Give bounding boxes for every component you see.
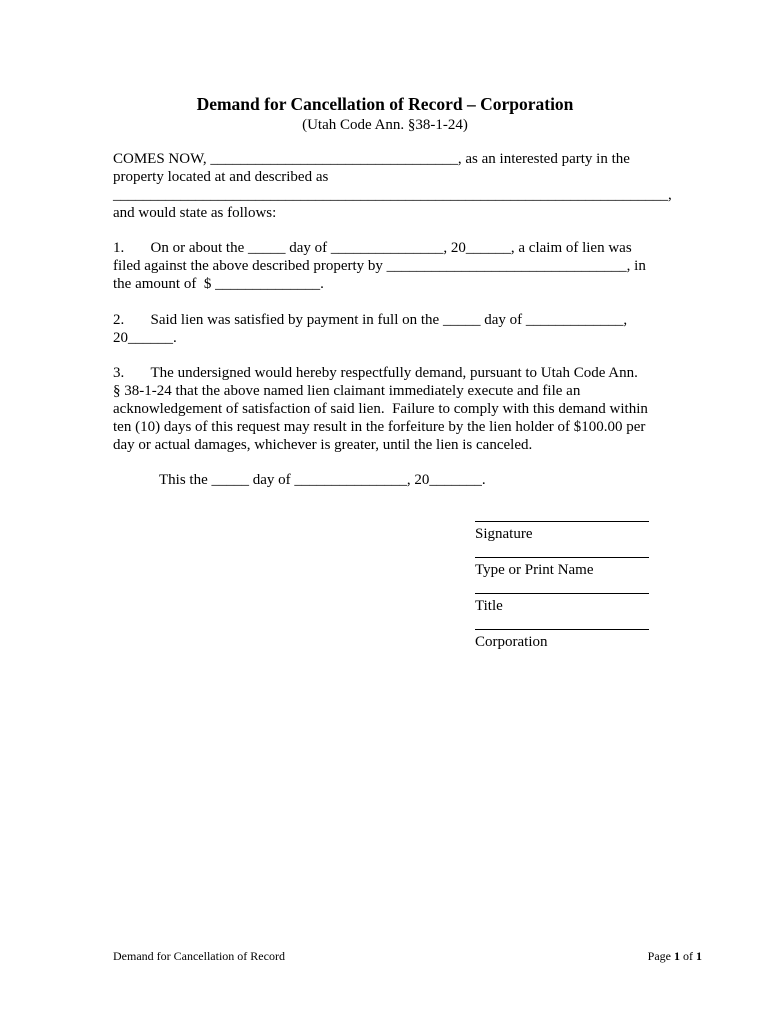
para2-line-2: 20______. — [113, 330, 177, 346]
title-field — [475, 593, 651, 615]
footer-page-number — [648, 949, 702, 963]
para1-line-1: 1. On or about the _____ day of _______________, 20______, a claim of lien was — [113, 240, 632, 256]
signature-field — [475, 521, 651, 543]
title-line — [475, 593, 649, 594]
corporation-line — [475, 629, 649, 630]
signature-line — [475, 521, 649, 522]
para3-line-4: ten (10) days of this request may result in the forfeiture by the lien holder of $100.00 per — [113, 419, 646, 435]
corporation-label: Corporation — [475, 634, 548, 650]
footer-document-name: Demand for Cancellation of Record — [113, 949, 285, 963]
page-total: 1 — [696, 949, 702, 963]
dated-line: This the _____ day of _______________, 20_______. — [159, 472, 486, 488]
page-of: of — [680, 949, 696, 963]
intro-line-1: COMES NOW, _________________________________, as an interested party in the — [113, 151, 630, 167]
para3-line-2: § 38-1-24 that the above named lien claimant immediately execute and file an — [113, 383, 581, 399]
para3-line-3: acknowledgement of satisfaction of said lien. Failure to comply with this demand within — [113, 401, 648, 417]
signature-label: Signature — [475, 526, 533, 542]
para1-line-2: filed against the above described property by ________________________________, in — [113, 258, 646, 274]
document-title: Demand for Cancellation of Record – Corporation — [196, 94, 574, 114]
print-name-field — [475, 557, 651, 579]
page-current: 1 — [674, 949, 680, 963]
title-label: Title — [475, 598, 503, 614]
page-prefix: Page — [647, 949, 674, 963]
intro-line-2: property located at and described as — [113, 169, 329, 185]
corporation-field — [475, 629, 651, 651]
para2-line-1: 2. Said lien was satisfied by payment in full on the _____ day of _____________, — [113, 312, 628, 328]
print-name-label: Type or Print Name — [475, 562, 594, 578]
para3-line-5: day or actual damages, whichever is greater, until the lien is canceled. — [113, 437, 533, 453]
para3-line-1: 3. The undersigned would hereby respectfully demand, pursuant to Utah Code Ann. — [113, 365, 638, 381]
para1-line-3: the amount of $ ______________. — [113, 276, 324, 292]
print-name-line — [475, 557, 649, 558]
document-subtitle: (Utah Code Ann. §38-1-24) — [302, 117, 468, 133]
intro-line-4: and would state as follows: — [113, 205, 277, 221]
intro-line-3: __________________________________________________________________________, — [113, 187, 672, 203]
